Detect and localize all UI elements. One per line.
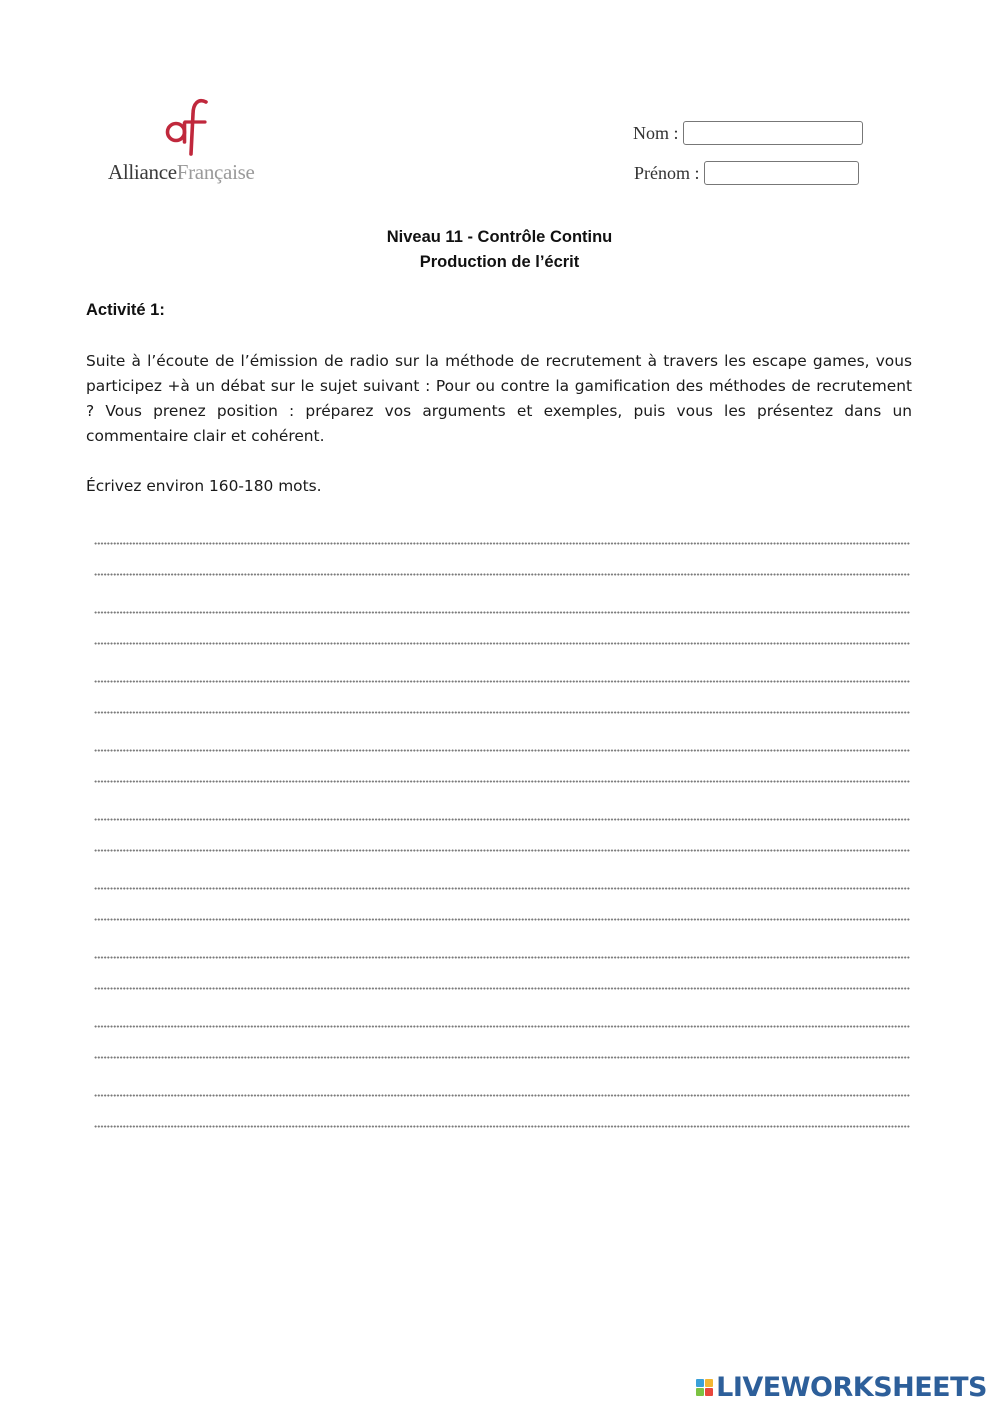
- writing-line[interactable]: [94, 818, 910, 821]
- logo-word-francaise: Française: [176, 160, 255, 184]
- page-subtitle: Production de l’écrit: [419, 253, 580, 271]
- page-title: Niveau 11 - Contrôle Continu: [386, 228, 613, 246]
- writing-line[interactable]: [94, 987, 910, 990]
- prenom-label: Prénom :: [634, 162, 700, 183]
- writing-line[interactable]: [94, 542, 910, 545]
- liveworksheets-wordmark: LIVEWORKSHEETS: [716, 1372, 987, 1403]
- writing-line[interactable]: [94, 642, 910, 645]
- writing-line[interactable]: [94, 573, 910, 576]
- writing-line[interactable]: [94, 1094, 910, 1097]
- writing-line[interactable]: [94, 956, 910, 959]
- activity-instructions: Suite à l’écoute de l’émission de radio sur la méthode de recrutement à travers les escape games, vous participez +à un débat sur le sujet suivant : Pour ou contre la gamification des méthodes de recrutement ? Vous prenez position : préparez vos arguments et exemples, puis vous les présentez dans un commentaire clair et cohérent.: [86, 352, 912, 445]
- writing-line[interactable]: [94, 849, 910, 852]
- writing-line[interactable]: [94, 887, 910, 890]
- word-count-instruction: Écrivez environ 160-180 mots.: [86, 477, 322, 495]
- writing-line[interactable]: [94, 680, 910, 683]
- writing-line[interactable]: [94, 1056, 910, 1059]
- nom-label: Nom :: [633, 122, 679, 143]
- writing-line[interactable]: [94, 918, 910, 921]
- writing-line[interactable]: [94, 711, 910, 714]
- writing-line[interactable]: [94, 780, 910, 783]
- liveworksheets-logo-icon: [696, 1379, 713, 1396]
- activity-heading: Activité 1:: [86, 301, 165, 319]
- logo-word-alliance: Alliance: [108, 160, 177, 184]
- liveworksheets-brand: [696, 1372, 987, 1403]
- writing-line[interactable]: [94, 1025, 910, 1028]
- writing-line[interactable]: [94, 749, 910, 752]
- writing-line[interactable]: [94, 1125, 910, 1128]
- writing-area[interactable]: [94, 0, 910, 1412]
- writing-line[interactable]: [94, 611, 910, 614]
